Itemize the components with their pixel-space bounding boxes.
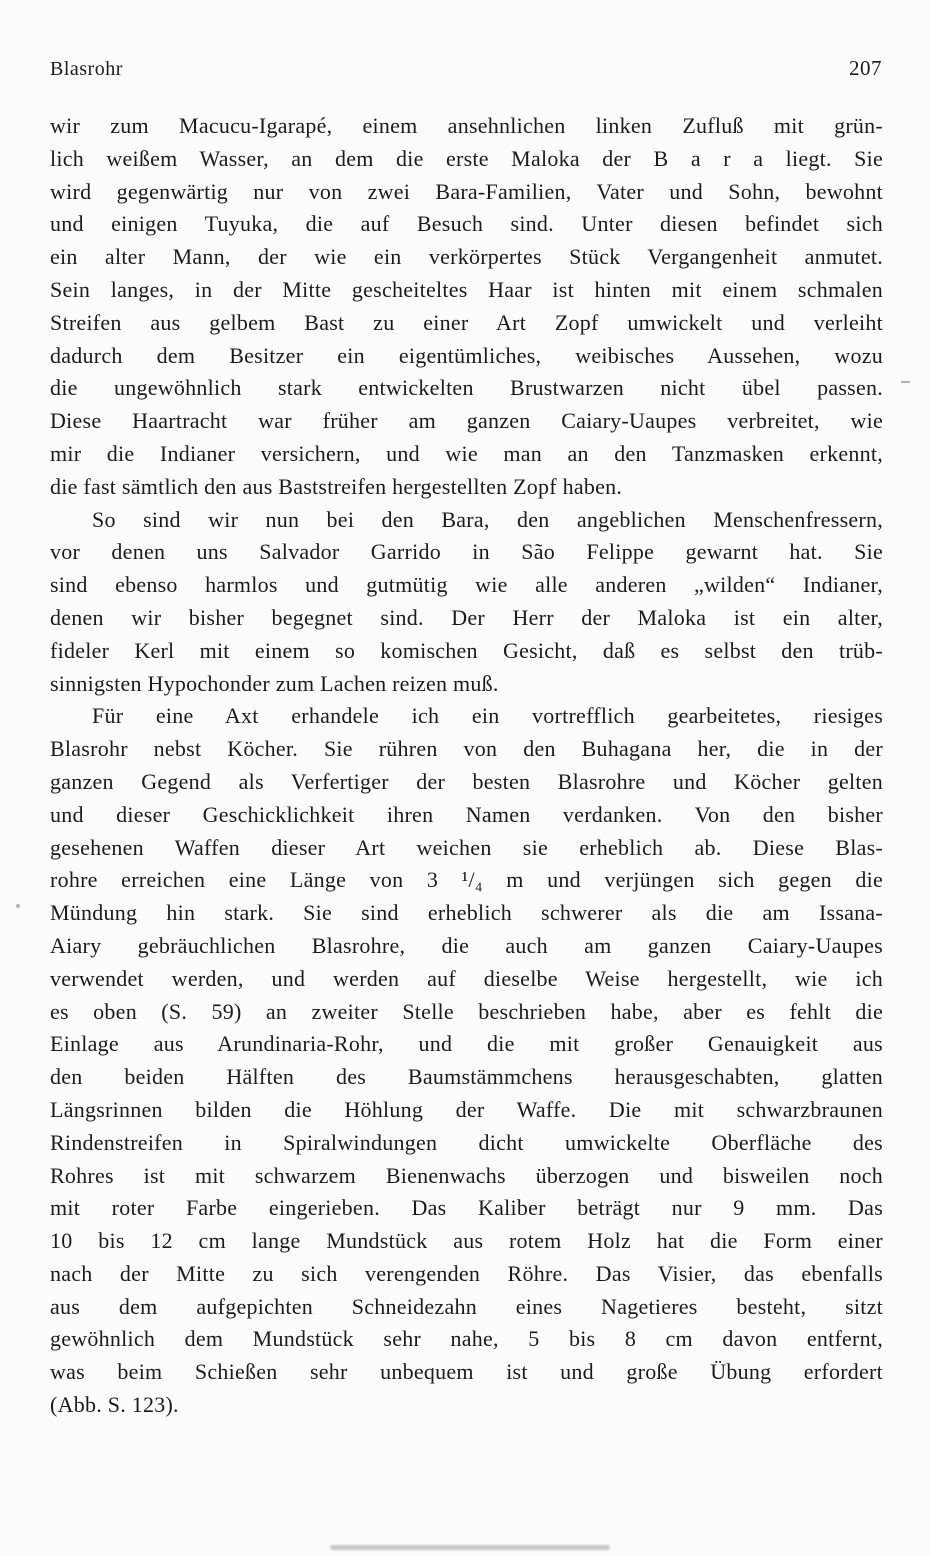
text-line: die ungewöhnlich stark entwickelten Brustwarzen nicht übel passen. [50, 375, 883, 401]
text-block [50, 110, 883, 1422]
page-header [50, 56, 882, 81]
text-line: nach der Mitte zu sich verengenden Röhre. Das Visier, das ebenfalls [50, 1260, 883, 1286]
text-line: Für eine Axt erhandele ich ein vortrefflich gearbeitetes, riesiges [92, 703, 883, 729]
text-line: dadurch dem Besitzer ein eigentümliches, weibisches Aussehen, wozu [50, 342, 883, 368]
text-line: was beim Schießen sehr unbequem ist und große Übung erfordert [50, 1359, 883, 1385]
text-line: wird gegenwärtig nur von zwei Bara-Familien, Vater und Sohn, bewohnt [50, 178, 883, 204]
text-line: denen wir bisher begegnet sind. Der Herr der Maloka ist ein alter, [50, 604, 883, 630]
text-line: vor denen uns Salvador Garrido in São Felippe gewarnt hat. Sie [50, 539, 883, 565]
text-line: wir zum Macucu-Igarapé, einem ansehnlichen linken Zufluß mit grün- [50, 113, 883, 138]
text-line: Rindenstreifen in Spiralwindungen dicht umwickelte Oberfläche des [50, 1129, 883, 1155]
text-line: den beiden Hälften des Baumstämmchens herausgeschabten, glatten [50, 1064, 883, 1090]
text-line: Längsrinnen bilden die Höhlung der Waffe. Die mit schwarzbraunen [50, 1096, 883, 1122]
text-line: Sein langes, in der Mitte gescheiteltes Haar ist hinten mit einem schmalen [50, 276, 883, 302]
text-line: ganzen Gegend als Verfertiger der besten Blasrohre und Köcher gelten [50, 768, 883, 794]
text-line: mit roter Farbe eingerieben. Das Kaliber beträgt nur 9 mm. Das [50, 1195, 883, 1221]
text-line: fideler Kerl mit einem so komischen Gesicht, daß es selbst den trüb- [50, 637, 883, 663]
text-line: und dieser Geschicklichkeit ihren Namen verdanken. Von den bisher [50, 801, 883, 827]
text-line: sind ebenso harmlos und gutmütig wie alle anderen „wilden“ Indianer, [50, 572, 883, 598]
text-line: und einigen Tuyuka, die auf Besuch sind. Unter diesen befindet sich [50, 211, 883, 237]
text-line: Einlage aus Arundinaria-Rohr, und die mit großer Genauigkeit aus [50, 1031, 883, 1057]
text-line: gewöhnlich dem Mundstück sehr nahe, 5 bis 8 cm davon entfernt, [50, 1326, 883, 1352]
text-line: rohre erreichen eine Länge von 3 ¹/₄ m und verjüngen sich gegen die [50, 867, 883, 893]
text-line: mir die Indianer versichern, und wie man an den Tanzmasken erkennt, [50, 440, 883, 466]
text-line: So sind wir nun bei den Bara, den angeblichen Menschenfressern, [92, 506, 883, 532]
text-line: 10 bis 12 cm lange Mundstück aus rotem Holz hat die Form einer [50, 1228, 883, 1254]
text-line: verwendet werden, und werden auf dieselbe Weise hergestellt, wie ich [50, 965, 883, 991]
text-line: Rohres ist mit schwarzem Bienenwachs überzogen und bisweilen noch [50, 1162, 883, 1188]
text-line: es oben (S. 59) an zweiter Stelle beschrieben habe, aber es fehlt die [50, 998, 883, 1024]
scan-speck-left [16, 904, 20, 908]
text-line: Diese Haartracht war früher am ganzen Caiary-Uaupes verbreitet, wie [50, 408, 883, 434]
text-line: Blasrohr nebst Köcher. Sie rühren von den Buhagana her, die in der [50, 736, 883, 762]
text-line: sinnigsten Hypochonder zum Lachen reizen muß. [50, 670, 499, 696]
running-title: Blasrohr [50, 58, 123, 80]
text-line: Aiary gebräuchlichen Blasrohre, die auch am ganzen Caiary-Uaupes [50, 932, 883, 958]
text-line: gesehenen Waffen dieser Art weichen sie erheblich ab. Diese Blas- [50, 834, 883, 860]
text-line: (Abb. S. 123). [50, 1392, 179, 1418]
text-line: die fast sämtlich den aus Baststreifen hergestellten Zopf haben. [50, 473, 623, 499]
scan-dash-right [901, 381, 910, 383]
text-line: Streifen aus gelbem Bast zu einer Art Zopf umwickelt und verleiht [50, 309, 883, 335]
text-line: ein alter Mann, der wie ein verkörpertes Stück Vergangenheit anmutet. [50, 244, 883, 270]
scan-smudge-bottom [330, 1545, 610, 1550]
page-number: 207 [849, 56, 882, 80]
text-line: aus dem aufgepichten Schneidezahn eines Nagetieres besteht, sitzt [50, 1293, 883, 1319]
text-line: Mündung hin stark. Sie sind erheblich schwerer als die am Issana- [50, 900, 883, 926]
text-line: lich weißem Wasser, an dem die erste Maloka der B a r a liegt. Sie [50, 145, 883, 171]
